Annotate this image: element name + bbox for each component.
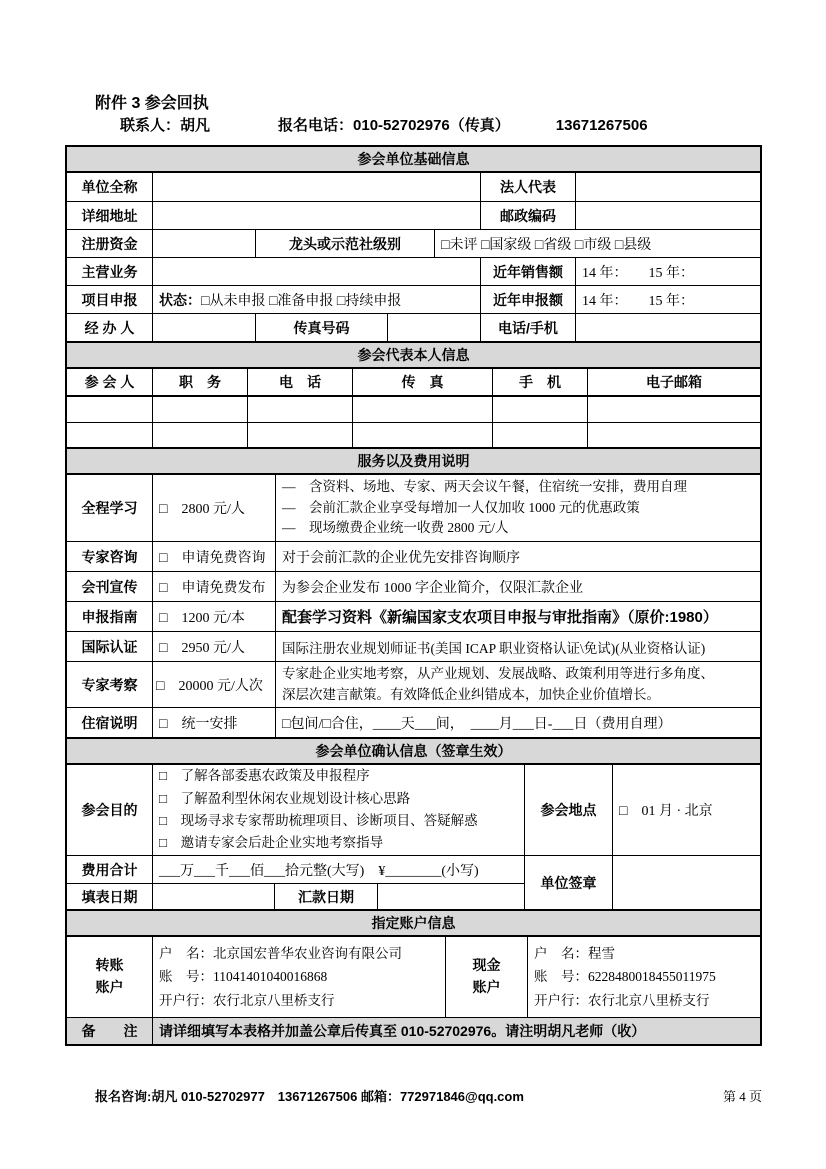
apply-label: 近年申报额 <box>480 286 575 313</box>
transfer-account-bank: 开户行：农行北京八里桥支行 <box>159 992 335 1008</box>
purpose-checkbox-list <box>152 765 524 855</box>
total-and-dates-block <box>67 856 524 909</box>
page-title: 附件 3 参会回执 <box>95 95 209 112</box>
rep-name-input[interactable] <box>67 423 152 447</box>
site-visit-checkbox[interactable]: □ 20000 元/人次 <box>152 662 275 707</box>
subrow-dates <box>67 883 524 910</box>
page-footer <box>95 1086 762 1105</box>
rep-fax-input[interactable] <box>352 397 492 422</box>
status-checkbox-options[interactable]: □从未申报 □准备申报 □持续申报 <box>201 293 402 309</box>
rep-email-input[interactable] <box>587 423 760 447</box>
remit-date-input[interactable] <box>377 884 524 910</box>
rep-header-mobile: 手 机 <box>492 369 587 395</box>
rep-header-name: 参 会 人 <box>84 374 135 390</box>
journal-label: 会刊宣传 <box>81 578 138 595</box>
seal-area[interactable] <box>612 856 760 909</box>
address-input[interactable] <box>152 202 480 229</box>
registration-form <box>65 93 762 1046</box>
rep-empty-row-2 <box>67 422 760 447</box>
transfer-account-details <box>152 937 445 1017</box>
project-label: 项目申报 <box>81 291 138 308</box>
cash-account-details <box>527 937 760 1017</box>
registration-form-table <box>65 145 762 1046</box>
journal-description: 为参会企业发布 1000 字企业简介，仅限汇款企业 <box>275 572 760 601</box>
rep-table-header-row <box>67 369 760 397</box>
section-header-confirmation: 参会单位确认信息（签章生效） <box>67 737 760 765</box>
lodging-label: 住宿说明 <box>81 714 138 731</box>
row-address <box>67 201 760 229</box>
agent-label: 经 办 人 <box>84 319 135 336</box>
rep-position-input[interactable] <box>152 423 247 447</box>
cash-account-label <box>445 937 527 1017</box>
row-service-site-visit <box>67 661 760 707</box>
guide-label: 申报指南 <box>81 608 138 625</box>
certification-label: 国际认证 <box>81 638 138 655</box>
transfer-account-number: 账 号：11041401040016868 <box>159 969 328 985</box>
fax-label: 传真号码 <box>255 314 387 341</box>
row-service-journal <box>67 571 760 601</box>
status-label: 状态： <box>159 291 201 308</box>
tel-input[interactable] <box>575 314 760 341</box>
legal-rep-label: 法人代表 <box>480 173 575 201</box>
purpose-checkbox-option[interactable]: □ 现场寻求专家帮助梳理项目、诊断项目、答疑解惑 <box>159 813 478 828</box>
sales-years-input[interactable]: 14 年： 15 年： <box>575 258 760 285</box>
level-label: 龙头或示范社级别 <box>255 230 434 257</box>
transfer-account-label <box>67 937 152 1017</box>
row-agent <box>67 313 760 341</box>
section-header-representatives: 参会代表本人信息 <box>67 341 760 369</box>
row-business-sales <box>67 257 760 285</box>
transfer-account-name: 户 名：北京国宏普华农业咨询有限公司 <box>159 945 402 961</box>
transfer-account-label-line: 转账 <box>95 957 124 974</box>
section-header-basic-info: 参会单位基础信息 <box>67 147 760 173</box>
row-note <box>67 1017 760 1044</box>
row-purpose-location <box>67 765 760 855</box>
total-label: 费用合计 <box>81 861 138 878</box>
lodging-checkbox[interactable]: □ 统一安排 <box>152 708 275 737</box>
section-header-account-info: 指定账户信息 <box>67 909 760 937</box>
row-service-guide <box>67 601 760 631</box>
rep-position-input[interactable] <box>152 397 247 422</box>
location-checkbox-option[interactable]: □ 01 月 · 北京 <box>612 765 760 855</box>
registration-phone: 报名电话：010-52702976（传真） <box>278 117 510 134</box>
site-visit-description <box>275 662 760 707</box>
note-text: 请详细填写本表格并加盖公章后传真至 010-52702976。请注明胡凡老师（收） <box>152 1018 760 1044</box>
purpose-checkbox-option[interactable]: □ 了解各部委惠农政策及申报程序 <box>159 768 370 784</box>
row-capital-level <box>67 229 760 257</box>
rep-name-input[interactable] <box>67 397 152 422</box>
legal-rep-input[interactable] <box>575 173 760 201</box>
purpose-label: 参会目的 <box>81 802 138 818</box>
full-study-desc-line: — 现场缴费企业统一收费 2800 元/人 <box>282 520 509 536</box>
site-visit-label: 专家考察 <box>81 676 138 693</box>
fill-date-input[interactable] <box>152 884 274 910</box>
row-service-certification <box>67 631 760 661</box>
unit-name-label: 单位全称 <box>81 179 138 195</box>
full-study-desc-line: — 会前汇款企业享受每增加一人仅加收 1000 元的优惠政策 <box>282 499 640 515</box>
page-number: 第 4 页 <box>722 1089 762 1104</box>
project-status-options[interactable] <box>152 286 480 313</box>
remit-date-label: 汇款日期 <box>274 884 377 910</box>
full-study-description <box>275 475 760 541</box>
rep-empty-row-1 <box>67 397 760 422</box>
cash-account-name: 户 名：程雪 <box>534 945 615 961</box>
rep-header-email: 电子邮箱 <box>587 369 760 395</box>
postcode-label: 邮政编码 <box>480 202 575 229</box>
tel-label: 电话/手机 <box>480 314 575 341</box>
certification-checkbox[interactable]: □ 2950 元/人 <box>152 632 275 661</box>
rep-mobile-input[interactable] <box>492 397 587 422</box>
rep-email-input[interactable] <box>587 397 760 422</box>
cash-account-bank: 开户行：农行北京八里桥支行 <box>534 992 710 1008</box>
rep-mobile-input[interactable] <box>492 423 587 447</box>
level-checkbox-options[interactable]: □未评 □国家级 □省级 □市级 □县级 <box>434 230 760 257</box>
subrow-total <box>67 856 524 883</box>
location-label: 参会地点 <box>524 765 612 855</box>
expert-consult-label: 专家咨询 <box>81 548 138 565</box>
row-unit-name <box>67 173 760 201</box>
rep-phone-input[interactable] <box>247 423 352 447</box>
row-service-lodging <box>67 707 760 737</box>
site-visit-desc-line: 专家赴企业实地考察，从产业规划、发展战略、政策利用等进行多角度、 <box>282 665 714 681</box>
seal-label: 单位签章 <box>524 856 612 909</box>
row-service-expert-consult <box>67 541 760 571</box>
business-label: 主营业务 <box>81 263 138 280</box>
lodging-fill-in[interactable]: □包间/□合住，____天___间， ____月___日-___日（费用自理） <box>275 708 760 737</box>
expert-consult-checkbox[interactable]: □ 申请免费咨询 <box>152 542 275 571</box>
fax-input[interactable] <box>387 314 480 341</box>
row-total-seal <box>67 855 760 909</box>
row-project-apply <box>67 285 760 313</box>
transfer-account-label-line: 账户 <box>95 979 124 995</box>
row-service-full-study <box>67 475 760 541</box>
postcode-input[interactable] <box>575 202 760 229</box>
cash-account-number: 账 号：6228480018455011975 <box>534 969 716 985</box>
rep-header-position: 职 务 <box>152 369 247 395</box>
total-amount-fill-in[interactable]: ___万___千___佰___拾元整(大写) ¥________(小写) <box>152 856 524 883</box>
agent-input[interactable] <box>152 314 255 341</box>
rep-phone-input[interactable] <box>247 397 352 422</box>
rep-header-phone: 电 话 <box>247 369 352 395</box>
apply-years-input[interactable]: 14 年： 15 年： <box>575 286 760 313</box>
cash-account-label-line: 现金 <box>472 957 501 974</box>
guide-checkbox[interactable]: □ 1200 元/本 <box>152 602 275 631</box>
business-input[interactable] <box>152 258 480 285</box>
rep-header-fax: 传 真 <box>352 369 492 395</box>
full-study-desc-line: — 含资料、场地、专家、两天会议午餐，住宿统一安排，费用自理 <box>282 478 687 494</box>
unit-name-input[interactable] <box>152 173 480 201</box>
full-study-checkbox[interactable]: □ 2800 元/人 <box>152 475 275 541</box>
address-label: 详细地址 <box>81 207 138 224</box>
cash-account-label-line: 账户 <box>472 979 501 995</box>
capital-label: 注册资金 <box>81 235 138 252</box>
journal-checkbox[interactable]: □ 申请免费发布 <box>152 572 275 601</box>
footer-contact-info: 报名咨询:胡凡 010-52702977 13671267506 邮箱：772971846@qq.com <box>95 1089 524 1104</box>
note-label: 备 注 <box>81 1023 138 1039</box>
row-accounts <box>67 937 760 1017</box>
section-header-services: 服务以及费用说明 <box>67 447 760 475</box>
sales-label: 近年销售额 <box>480 258 575 285</box>
rep-fax-input[interactable] <box>352 423 492 447</box>
guide-description: 配套学习资料《新编国家支农项目申报与审批指南》（原价:1980） <box>275 602 760 631</box>
purpose-checkbox-option[interactable]: □ 了解盈利型休闲农业规划设计核心思路 <box>159 790 411 806</box>
full-study-label: 全程学习 <box>81 500 138 516</box>
purpose-checkbox-option[interactable]: □ 邀请专家会后赴企业实地考察指导 <box>159 835 384 851</box>
contact-line <box>65 115 762 137</box>
site-visit-desc-line: 深层次建言献策。有效降低企业纠错成本，加快企业价值增长。 <box>282 686 660 702</box>
mobile-number: 13671267506 <box>555 117 648 134</box>
contact-person: 联系人：胡凡 <box>120 117 211 134</box>
certification-description: 国际注册农业规划师证书(美国 ICAP 职业资格认证\免试)(从业资格认证) <box>275 632 760 661</box>
capital-input[interactable] <box>152 230 255 257</box>
expert-consult-description: 对于会前汇款的企业优先安排咨询顺序 <box>275 542 760 571</box>
fill-date-label: 填表日期 <box>81 889 138 905</box>
